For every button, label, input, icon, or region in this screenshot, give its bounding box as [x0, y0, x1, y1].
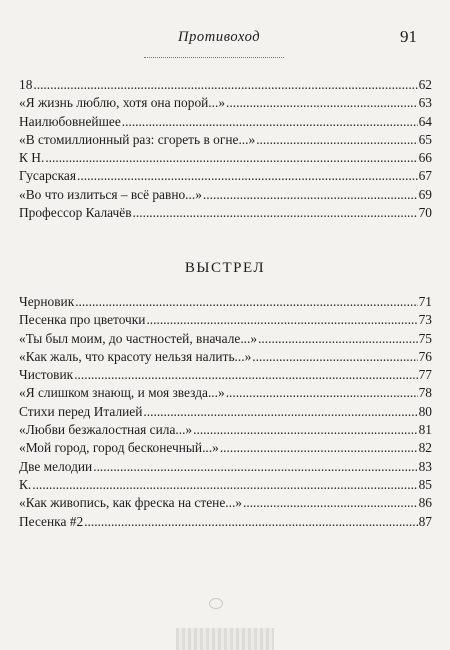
toc-entry-page: 69	[418, 186, 432, 202]
toc-entry-title: К Н.	[19, 150, 45, 166]
toc-dot-leader	[143, 403, 417, 421]
toc-entry-title: «Я жизнь люблю, хотя она порой...»	[19, 95, 226, 111]
toc-entry-page: 77	[418, 367, 432, 383]
toc-entry	[19, 131, 432, 149]
toc-dot-leader	[75, 293, 417, 311]
toc-dot-leader	[74, 366, 417, 384]
toc-entry-title: «Мой город, город бесконечный...»	[19, 440, 219, 456]
toc-entry	[19, 403, 432, 421]
toc-entry-page: 83	[418, 458, 432, 474]
toc-entry-page: 71	[418, 294, 432, 309]
toc-entry-page: 81	[418, 422, 432, 438]
toc-dot-leader	[84, 513, 417, 531]
toc-entry-page: 75	[418, 330, 432, 346]
toc-entry	[19, 421, 432, 439]
toc-entry	[19, 384, 432, 402]
toc-entry-title: «Ты был моим, до частностей, вначале...»	[19, 330, 258, 346]
toc-entry	[19, 293, 432, 311]
toc-dot-leader	[45, 149, 417, 167]
toc-entry	[19, 167, 432, 185]
toc-entry	[19, 311, 432, 329]
toc-entry-title: «В стомиллионный раз: сгореть в огне...»	[19, 131, 256, 147]
toc-dot-leader	[32, 476, 417, 494]
toc-entry	[19, 113, 432, 131]
toc-entry	[19, 186, 432, 204]
toc-list-vystrel	[19, 293, 432, 531]
toc-entry-page: 66	[418, 150, 432, 166]
binding-edge	[176, 628, 274, 650]
toc-entry	[19, 439, 432, 457]
toc-entry	[19, 330, 432, 348]
section-heading: ВЫСТРЕЛ	[184, 260, 266, 276]
toc-dot-leader	[226, 94, 418, 112]
toc-dot-leader	[122, 113, 418, 131]
toc-entry-title: Две мелодии	[19, 458, 93, 474]
toc-dot-leader	[252, 348, 417, 366]
toc-entry	[19, 149, 432, 167]
toc-entry-page: 64	[418, 113, 432, 129]
toc-dot-leader	[258, 330, 418, 348]
toc-dot-leader	[203, 186, 418, 204]
page-number: 91	[400, 27, 417, 46]
toc-entry-title: «Любви безжалостная сила...»	[19, 422, 193, 438]
toc-entry-title: Песенка про цветочки	[19, 312, 146, 328]
toc-entry	[19, 494, 432, 512]
toc-dot-leader	[220, 439, 418, 457]
toc-dot-leader	[33, 76, 417, 94]
header-dotted-rule	[144, 57, 284, 58]
toc-entry-page: 63	[418, 95, 432, 111]
toc-entry-title: Стихи перед Италией	[19, 403, 143, 419]
toc-entry	[19, 366, 432, 384]
toc-entry-page: 78	[418, 385, 432, 401]
toc-entry-title: Черновик	[19, 294, 75, 309]
toc-entry	[19, 476, 432, 494]
toc-entry-page: 87	[418, 513, 432, 529]
toc-entry	[19, 513, 432, 531]
toc-entry-page: 65	[418, 131, 432, 147]
toc-entry-page: 82	[418, 440, 432, 456]
toc-entry-title: Чистовик	[19, 367, 74, 383]
toc-entry-title: «Как живопись, как фреска на стене...»	[19, 495, 242, 511]
toc-entry-title: К.	[19, 476, 32, 492]
toc-entry-page: 80	[418, 403, 432, 419]
toc-dot-leader	[243, 494, 418, 512]
toc-entry-page: 85	[418, 476, 432, 492]
toc-entry-page: 62	[418, 77, 432, 92]
toc-entry-title: Гусарская	[19, 168, 77, 184]
toc-entry-title: «Как жаль, что красоту нельзя налить...»	[19, 348, 252, 364]
toc-entry	[19, 76, 432, 94]
toc-dot-leader	[146, 311, 417, 329]
toc-entry	[19, 94, 432, 112]
toc-entry	[19, 204, 432, 222]
running-header-title: Противоход	[178, 29, 261, 45]
toc-entry-page: 76	[418, 348, 432, 364]
toc-list-top	[19, 76, 432, 222]
toc-entry-title: Профессор Калачёв	[19, 205, 132, 221]
toc-entry-title: Наилюбовнейшее	[19, 113, 121, 129]
toc-dot-leader	[256, 131, 417, 149]
toc-entry-title: «Во что излиться – всё равно...»	[19, 186, 202, 202]
toc-dot-leader	[226, 384, 418, 402]
ornament-mark	[209, 598, 223, 609]
toc-dot-leader	[93, 458, 417, 476]
toc-entry-title: Песенка #2	[19, 513, 84, 529]
toc-entry-page: 70	[418, 205, 432, 221]
toc-entry-page: 73	[418, 312, 432, 328]
toc-entry-title: 18	[19, 77, 33, 92]
toc-entry-title: «Я слишком знающ, и моя звезда...»	[19, 385, 225, 401]
toc-dot-leader	[133, 204, 418, 222]
toc-entry-page: 86	[418, 495, 432, 511]
toc-dot-leader	[193, 421, 417, 439]
toc-entry	[19, 458, 432, 476]
toc-dot-leader	[77, 167, 418, 185]
toc-entry-page: 67	[418, 168, 432, 184]
toc-entry	[19, 348, 432, 366]
